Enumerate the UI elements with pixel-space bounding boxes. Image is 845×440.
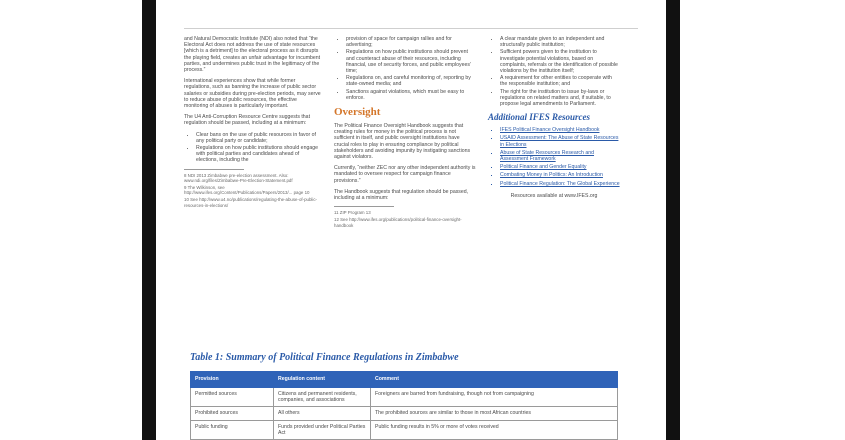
table-cell: Citizens and permanent residents, companies, and associations [274,388,371,407]
footnote: 9 The Wilkinson, see http://www.ifes.org/Content/Publications/Papers/2013/... page 10 [184,185,310,196]
paragraph: Currently, “neither ZEC nor any other independent authority is mandated to oversee respect for campaign finance provisions.” [334,165,476,184]
table-cell: Foreigners are barred from fundraising, though not from campaigning [371,388,618,407]
paragraph: The Political Finance Oversight Handbook suggests that creating rules for money in the political process is not sufficient in itself, and public oversight institutions have crucial roles to play in ensuring compliance by political stakeholders and avoiding impunity by instigating sanctions against violators. [334,123,471,161]
resources-note: Resources available at www.IFES.org [510,192,598,199]
footnote: 11 ZIP Program 13 [334,210,371,216]
page-content [184,28,638,440]
bullet-list [184,132,322,164]
list-item: • provision of space for campaign rallies and for advertising; [346,36,476,48]
paragraph: and Natural Democratic Institute (NDI) also noted that “the Electoral Act does not address the use of state resources [which is a detriment] to the electoral process as it disrupts the playing field, creates an unfair advantage for incumbent parties, and undermines public trust in the legitimacy of the process.” [184,36,321,74]
viewer-frame-right [666,0,680,440]
resources-heading: Additional IFES Resources [488,112,591,123]
footnote: 8 NDI 2013 Zimbabwe pre-election assessment. Also: www.ndi.org/files/Zimbabwe-Pre-Election-Statement.pdf [184,172,293,183]
column-left [184,36,322,210]
table-cell: Public funding [191,420,274,439]
list-item: • Sufficient powers given to the institution to investigate potential violations, based on complaints, referrals or the identification of possible violations by the institution itself; [500,49,620,74]
table-cell: Public funding results in 5% or more of votes received [371,420,618,439]
table-row [191,407,618,420]
resource-link[interactable]: ▪ Combating Money in Politics: An Introduction [500,172,620,178]
list-item: • The right for the institution to issue by-laws or regulations on related matters and, if suitable, to propose legal amendments to Parliament. [500,89,620,108]
footnote-divider [184,169,244,170]
table-header-cell: Regulation content [274,372,371,388]
regulations-table [190,371,618,440]
column-right [488,36,620,199]
document-page [156,0,666,440]
footnote: 10 See http://www.u4.no/publications/regulating-the-abuse-of-public-resources-in-elections/ [184,197,318,208]
list-item: • Regulations on, and careful monitoring of, reporting by state-owned media; and [346,75,476,87]
resource-link[interactable]: ▪ Political Finance and Gender Equality [500,164,620,170]
viewer-frame-left [142,0,156,440]
footnote-divider [334,206,394,207]
table-title: Table 1: Summary of Political Finance Regulations in Zimbabwe [190,352,459,363]
paragraph: International experiences show that while former regulations, such as banning the increase of public sector salaries or subsidies during pre-election periods, may serve to reduce abuse of public resources, the effective monitoring of abuses is particularly important. [184,78,321,110]
paragraph: The U4 Anti-Corruption Resource Centre suggests that regulation should be passed, including at a minimum: [184,114,311,127]
table-header-cell: Comment [371,372,618,388]
list-item: • Regulations on how public institutions should engage with political parties and candidates ahead of elections, including the [196,145,322,164]
list-item: • Sanctions against violations, which must be easy to enforce. [346,89,476,101]
bullet-list [488,36,620,107]
table-cell: The prohibited sources are similar to those in most African countries [371,407,618,420]
paragraph: The Handbook suggests that regulation should be passed, including at a minimum: [334,188,469,202]
table-row [191,388,618,407]
resource-link[interactable]: ▪ Political Finance Regulation: The Global Experience [500,181,620,187]
resource-link-list [488,127,620,187]
resource-link[interactable]: ▪ IFES Political Finance Oversight Handbook [500,127,620,133]
table-cell: Permitted sources [191,388,274,407]
table-header-row [191,372,618,388]
table-row [191,420,618,439]
section-heading-oversight: Oversight [334,106,381,119]
table-cell: Funds provided under Political Parties Act [274,420,371,439]
bullet-list [334,36,476,101]
table-cell: All others [274,407,371,420]
footnote: 12 See http://www.ifes.org/publications/political-finance-oversight-handbook [334,217,462,228]
list-item: • Regulations on how public institutions should prevent and counteract abuse of their resources, including financial, use of security forces, and public employees’ time; [346,49,476,74]
resource-link[interactable]: ▪ USAID Assessment: The Abuse of State Resources in Elections [500,135,620,147]
list-item: • A clear mandate given to an independent and structurally public institution; [500,36,620,48]
column-middle [334,36,476,230]
table-cell: Prohibited sources [191,407,274,420]
list-item: • Clear bans on the use of public resources in favor of any political party or candidate; [196,132,322,144]
resource-link[interactable]: ▪ Abuse of State Resources Research and Assessment Framework [500,150,620,162]
list-item: • A requirement for other entities to cooperate with the responsible institution; and [500,75,620,87]
table-header-cell: Provision [191,372,274,388]
